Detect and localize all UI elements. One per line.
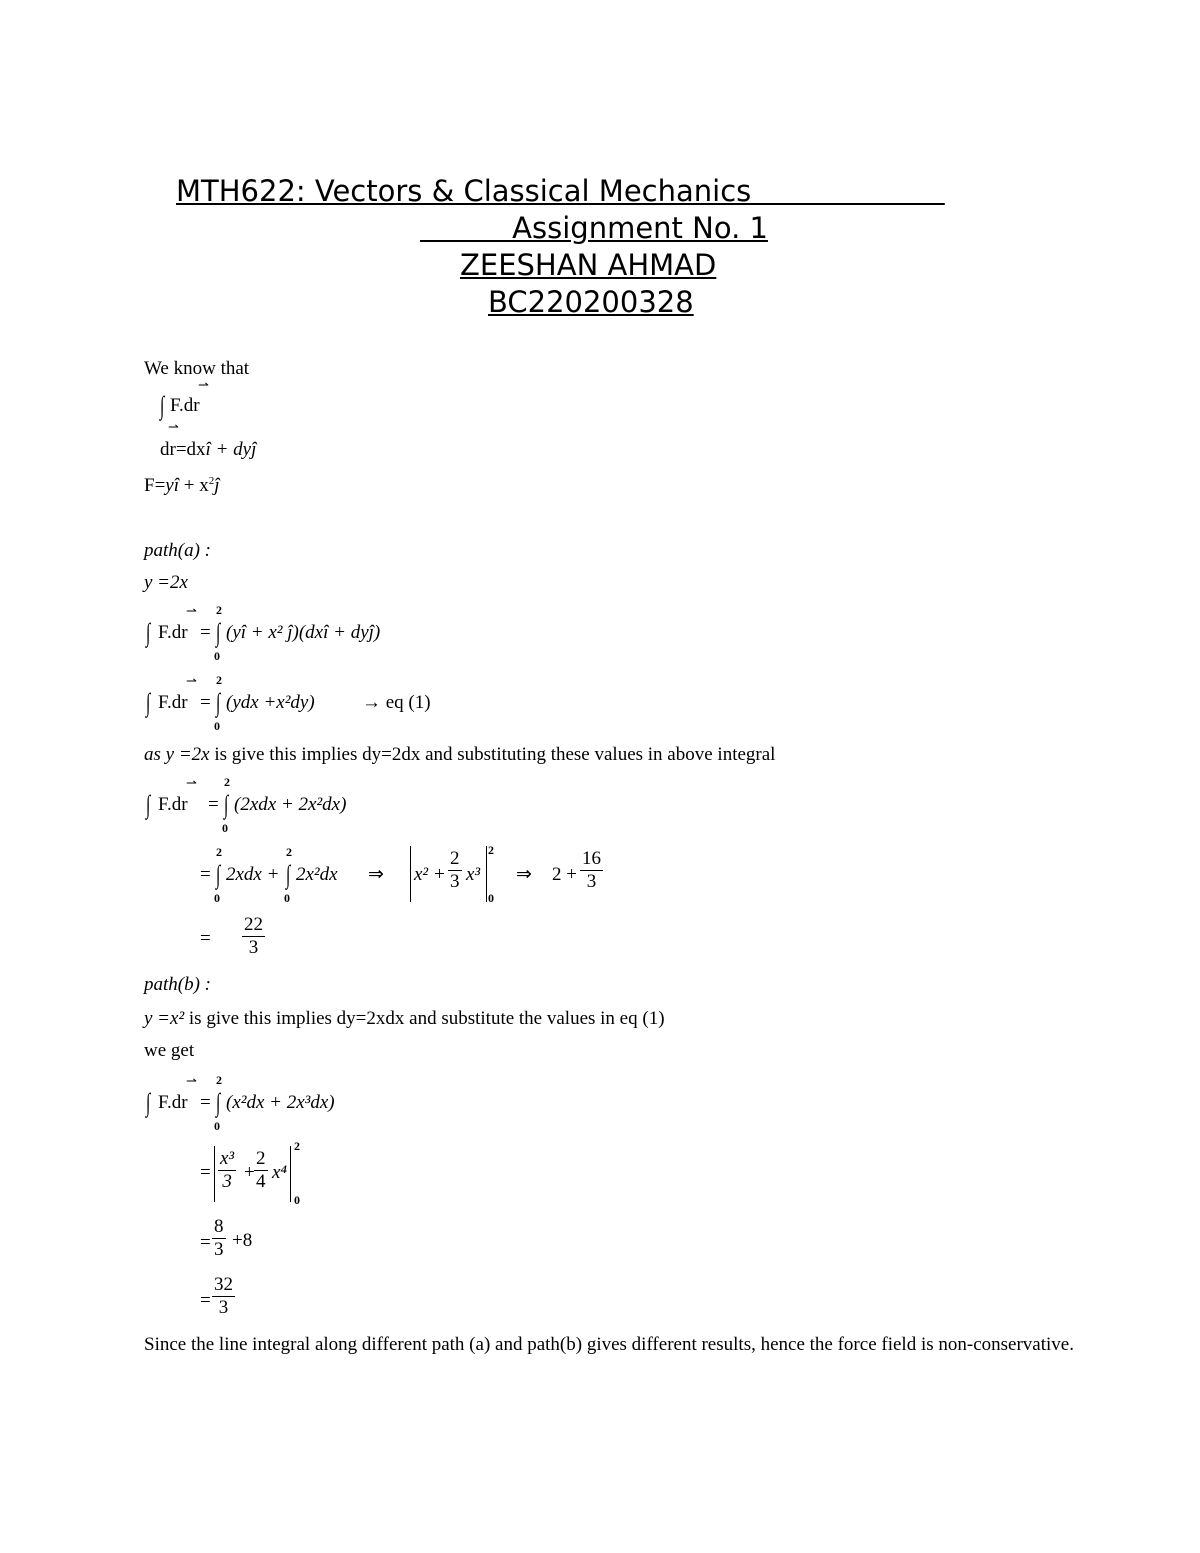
fraction-numerator: x³: [220, 1148, 235, 1169]
implies-arrow: ⇒: [368, 864, 384, 885]
fraction-x3-3: [218, 1148, 236, 1193]
assignment-title: Assignment No. 1: [420, 211, 768, 245]
integral-sign: ∫: [216, 860, 221, 889]
force-definition: F=yî + $x^2ĵ$: [144, 475, 220, 496]
upper-limit: 2: [488, 843, 494, 857]
fraction-denominator: 3: [248, 937, 259, 958]
upper-limit: 2: [216, 673, 222, 687]
student-name: ZEESHAN AHMAD: [460, 248, 717, 282]
lower-limit: 0: [214, 891, 220, 905]
integrand: F.dr: [158, 622, 188, 643]
upper-limit: 2: [216, 845, 222, 859]
dr-rhs: + dy: [215, 439, 252, 460]
path-a-sub-text: is give this implies dy=2dx and substituting these values in above integral: [214, 744, 776, 765]
vector-arrow: ⇀: [186, 1073, 197, 1088]
integral-sign: ∫: [146, 790, 151, 819]
equals-sign: =: [200, 692, 211, 713]
vector-arrow: ⇀: [198, 377, 209, 392]
conclusion-text: Since the line integral along different path (a) and path(b) gives different results, hence the force field is non-conservative.: [144, 1334, 1074, 1355]
path-a-integral-3: (2xdx + 2x²dx): [234, 794, 347, 815]
fraction-denominator: 3: [218, 1297, 229, 1318]
path-b-eq: y =x²: [144, 1008, 185, 1029]
plus-sign: +: [244, 1162, 255, 1183]
equals-sign: =: [200, 1092, 211, 1113]
path-a-abs-term-2: x³: [466, 864, 481, 885]
integrand: F.dr: [158, 692, 188, 713]
integral-sign: ∫: [216, 1088, 221, 1117]
course-title: MTH622: Vectors & Classical Mechanics: [176, 174, 945, 208]
dr-lhs: dr=dx: [160, 439, 206, 460]
vector-arrow: ⇀: [168, 419, 179, 434]
fraction-numerator: 2: [256, 1148, 266, 1169]
lower-limit: 0: [214, 649, 220, 663]
abs-bar-left: [410, 846, 411, 902]
upper-limit: 2: [286, 845, 292, 859]
student-id: BC220200328: [488, 285, 694, 319]
equals-sign: =: [200, 1232, 211, 1253]
path-b-statement: [144, 1008, 665, 1030]
lower-limit: 0: [214, 719, 220, 733]
path-a-evaluation: 2 +: [552, 864, 577, 885]
equals-sign: =: [200, 622, 211, 643]
eq-1-reference: → eq (1): [362, 692, 431, 713]
fraction-numerator: 2: [450, 848, 460, 869]
j-hat: ĵ: [251, 439, 257, 460]
integral-sign: ∫: [146, 1088, 151, 1117]
y-i-hat: yî: [165, 475, 180, 496]
abs-bar-left: [214, 1146, 215, 1202]
fraction-denominator: 4: [256, 1171, 266, 1192]
path-b-result: [212, 1274, 235, 1319]
path-a-split-2: 2x²dx: [296, 864, 338, 885]
fraction-numerator: 16: [582, 848, 601, 869]
vector-arrow: ⇀: [186, 673, 197, 688]
lower-limit: 0: [488, 891, 494, 905]
fraction-16-3: [580, 848, 603, 893]
integral-sign: ∫: [224, 790, 229, 819]
path-a-sub-prefix: as y =2x: [144, 744, 210, 765]
upper-limit: 2: [216, 603, 222, 617]
lower-limit: 0: [284, 891, 290, 905]
intro-text: We know that: [144, 358, 250, 379]
path-b-text: is give this implies dy=2xdx and substitute the values in eq (1): [188, 1008, 665, 1029]
path-b-integral-1: (x²dx + 2x³dx): [226, 1092, 335, 1113]
path-b-label: path(b) :: [144, 974, 212, 995]
fraction-numerator: 32: [214, 1274, 233, 1295]
path-b-x4: x⁴: [272, 1162, 288, 1183]
integral-sign: ∫: [160, 391, 165, 420]
i-hat: î: [205, 439, 211, 460]
fraction-2-4: [254, 1148, 268, 1193]
path-a-label: path(a) :: [144, 540, 212, 561]
upper-limit: 2: [294, 1139, 300, 1153]
dr-definition: [160, 439, 256, 461]
fraction-denominator: 3: [586, 871, 597, 892]
integrand: F.dr: [158, 1092, 188, 1113]
lower-limit: 0: [214, 1119, 220, 1133]
j-hat: ĵ: [214, 475, 220, 496]
lower-limit: 0: [222, 821, 228, 835]
path-b-step2-tail: +8: [232, 1230, 253, 1251]
abs-bar-right: [486, 846, 487, 902]
integral-sign: ∫: [286, 860, 291, 889]
equals-sign: =: [200, 864, 211, 885]
f-lhs: F=: [144, 475, 166, 496]
integrand: F.dr: [170, 395, 200, 416]
f-rhs: + x: [183, 475, 209, 496]
integrand: F.dr: [158, 794, 188, 815]
fraction-denominator: 3: [450, 871, 460, 892]
fraction-8-3: [212, 1216, 226, 1261]
fraction-denominator: 3: [222, 1171, 232, 1192]
path-a-equation: y =2x: [144, 572, 188, 593]
path-a-substitution: [144, 744, 775, 766]
lower-limit: 0: [294, 1193, 300, 1207]
integral-sign: ∫: [216, 618, 221, 647]
path-a-split-1: 2xdx +: [226, 864, 280, 885]
path-a-integral-1: (yî + x² ĵ)(dxî + dyĵ): [226, 622, 381, 643]
equals-sign: =: [200, 928, 211, 949]
abs-bar-right: [290, 1146, 291, 1202]
we-get-text: we get: [144, 1040, 195, 1061]
integral-sign: ∫: [146, 618, 151, 647]
equals-sign: =: [208, 794, 219, 815]
fraction-numerator: 8: [214, 1216, 224, 1237]
upper-limit: 2: [216, 1073, 222, 1087]
equals-sign: =: [200, 1290, 211, 1311]
integral-sign: ∫: [146, 688, 151, 717]
path-a-integral-2: (ydx +x²dy): [226, 692, 315, 713]
fraction-2-3: [448, 848, 462, 893]
upper-limit: 2: [224, 775, 230, 789]
implies-arrow: ⇒: [516, 864, 532, 885]
equals-sign: =: [200, 1162, 211, 1183]
fraction-denominator: 3: [214, 1239, 224, 1260]
vector-arrow: ⇀: [186, 775, 197, 790]
fraction-numerator: 22: [244, 914, 263, 935]
path-a-abs-term-1: x² +: [414, 864, 446, 885]
path-a-result: [242, 914, 265, 959]
integral-sign: ∫: [216, 688, 221, 717]
vector-arrow: ⇀: [186, 603, 197, 618]
